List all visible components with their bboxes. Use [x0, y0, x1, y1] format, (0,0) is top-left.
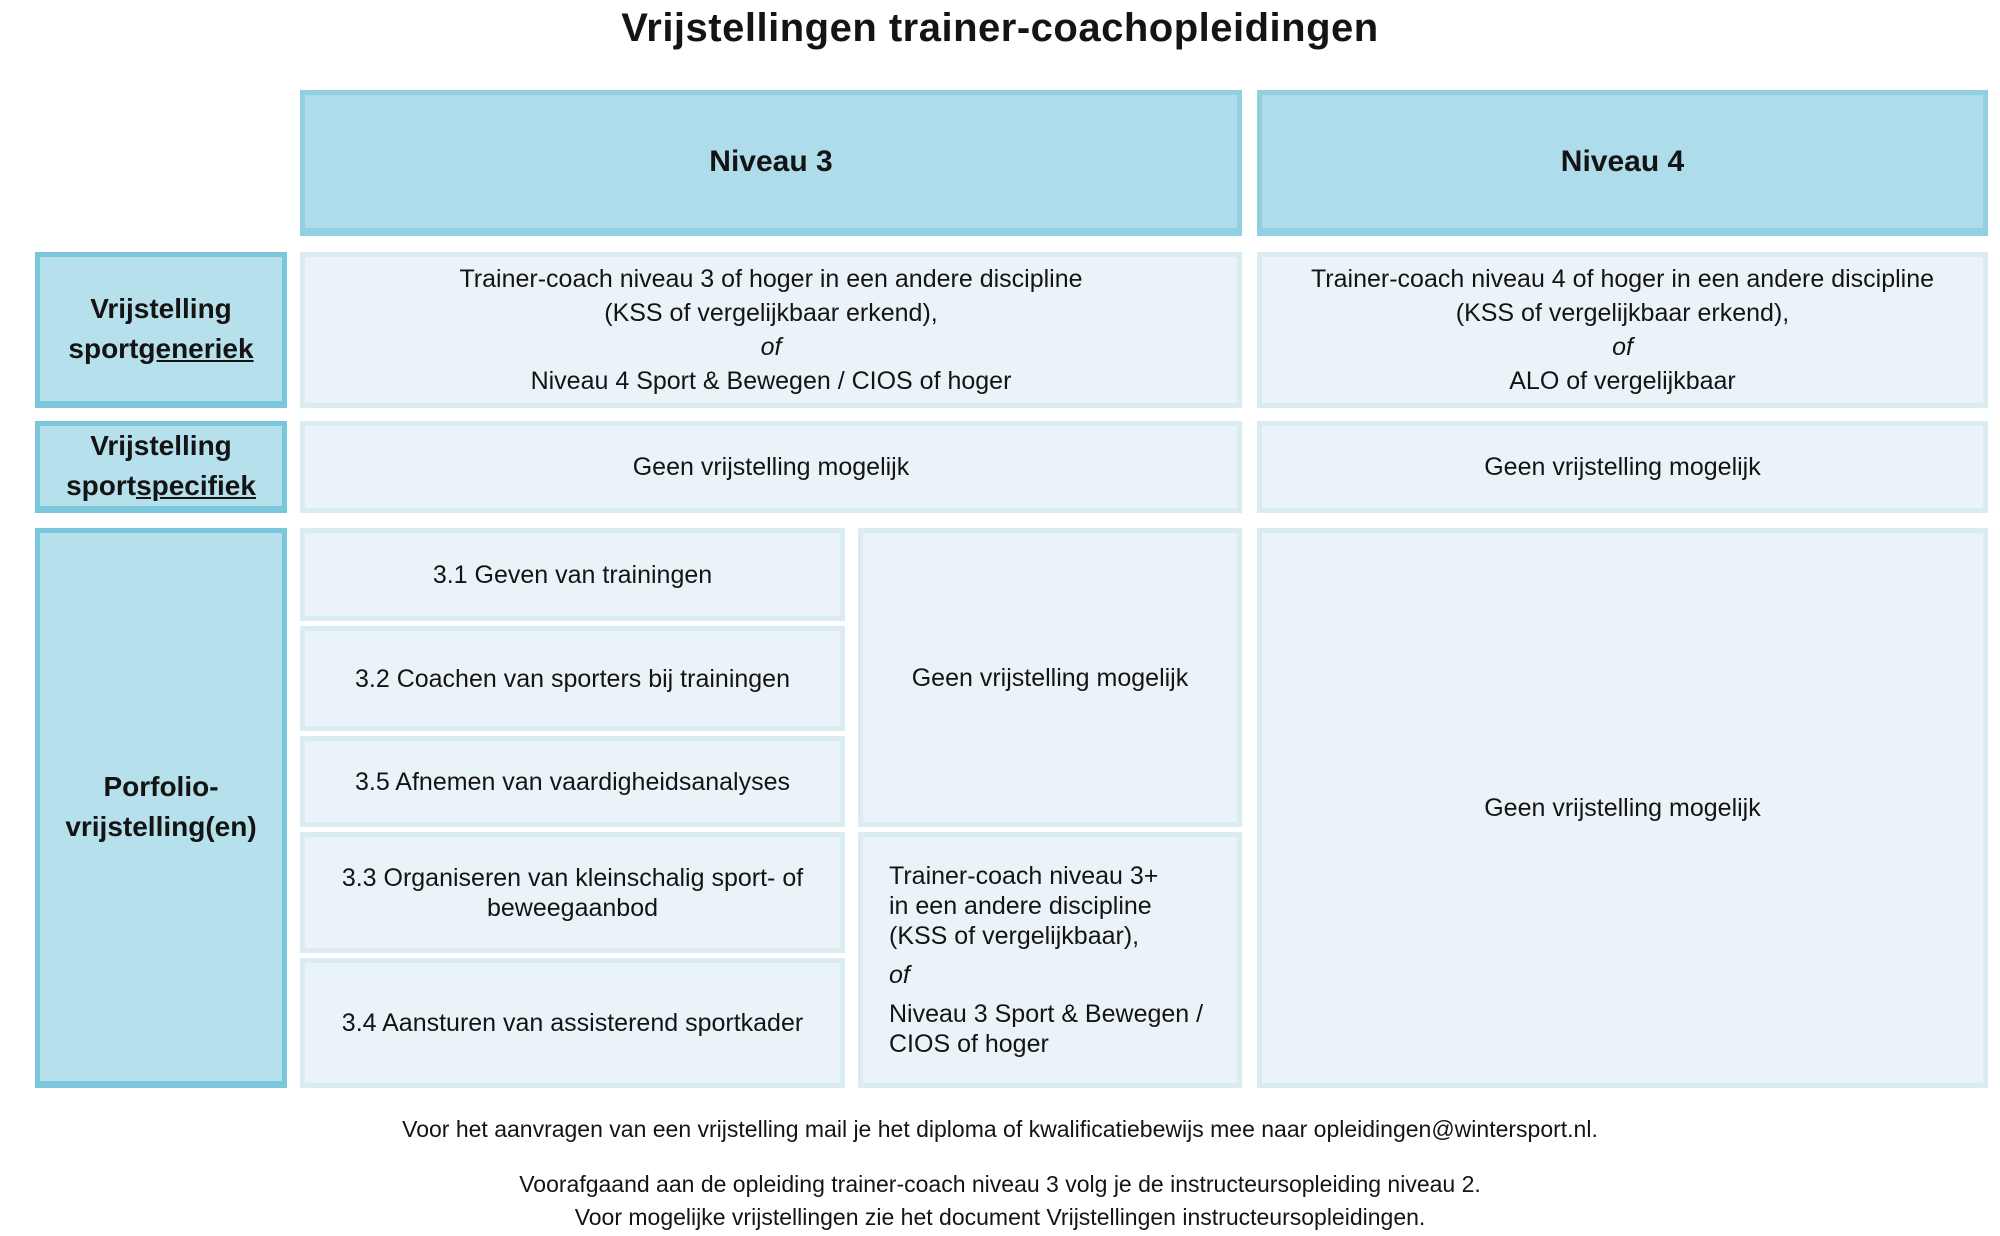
footer-note-email: Voor het aanvragen van een vrijstelling mail je het diploma of kwalificatiebewijs mee naar opleidingen@wintersport.nl.: [402, 1116, 1598, 1142]
column-header-niveau4: [1257, 90, 1988, 236]
footer-note-instructeurs: [0, 1168, 2000, 1234]
row-label-portfolio: [35, 528, 287, 1088]
cell-line: Trainer-coach niveau 3 of hoger in een andere discipline: [459, 265, 1083, 293]
cell-sportgeneriek-niveau3: [300, 252, 1242, 408]
cell-line: 3.2 Coachen van sporters bij trainingen: [355, 664, 790, 693]
cell-line: Geen vrijstelling mogelijk: [632, 453, 910, 481]
cell-line: 3.5 Afnemen van vaardigheidsanalyses: [354, 767, 790, 796]
row-label-sportgeneriek: [35, 252, 287, 408]
cell-line: (KSS of vergelijkbaar erkend),: [1455, 299, 1790, 327]
cell-sportgeneriek-niveau4: [1257, 252, 1988, 408]
portfolio-outcome-top: [858, 528, 1242, 827]
cell-sportspecifiek-niveau4: [1257, 421, 1988, 513]
cell-line: (KSS of vergelijkbaar erkend),: [604, 299, 938, 327]
cell-line: CIOS of hoger: [889, 1030, 1049, 1058]
row-label-sportgeneriek-line1: Vrijstelling: [90, 293, 232, 324]
cell-line: (KSS of vergelijkbaar),: [889, 922, 1140, 950]
portfolio-item-3-5: [300, 736, 845, 827]
cell-portfolio-niveau4: [1257, 528, 1988, 1088]
cell-sportspecifiek-niveau3: [300, 421, 1242, 513]
cell-line: 3.1 Geven van trainingen: [432, 560, 713, 589]
cell-line: Geen vrijstelling mogelijk: [1484, 794, 1761, 822]
column-header-niveau3-label: Niveau 3: [709, 144, 833, 178]
portfolio-item-3-4: [300, 958, 845, 1088]
cell-line: Trainer-coach niveau 4 of hoger in een andere discipline: [1310, 265, 1935, 293]
row-label-sportspecifiek-prefix: sport: [66, 470, 137, 501]
cell-line: 3.4 Aansturen van assisterend sportkader: [341, 1009, 804, 1037]
column-header-niveau3: [300, 90, 1242, 236]
row-label-sportspecifiek-line2: [66, 466, 256, 506]
row-label-sportspecifiek-line1: Vrijstelling: [90, 430, 232, 461]
portfolio-item-3-2: [300, 626, 845, 731]
row-label-portfolio-line2: vrijstelling(en): [65, 811, 257, 842]
row-label-sportgeneriek-line2: [68, 329, 253, 369]
cell-connector-of: of: [760, 333, 782, 361]
row-label-sportgeneriek-prefix: sport: [68, 333, 139, 364]
portfolio-item-3-1: [300, 528, 845, 621]
cell-line: Niveau 4 Sport & Bewegen / CIOS of hoger: [530, 367, 1012, 395]
column-header-niveau4-label: Niveau 4: [1560, 144, 1685, 178]
cell-line: in een andere discipline: [889, 892, 1152, 920]
cell-line: Geen vrijstelling mogelijk: [1484, 453, 1761, 481]
row-label-sportspecifiek-underlined: specifiek: [136, 470, 256, 501]
portfolio-outcome-bottom: [858, 832, 1242, 1088]
cell-connector-of: of: [889, 961, 910, 989]
cell-line: Trainer-coach niveau 3+: [889, 862, 1159, 890]
cell-line: Niveau 3 Sport & Bewegen /: [889, 1000, 1204, 1028]
row-label-sportgeneriek-underlined: generiek: [138, 333, 254, 364]
cell-connector-of: of: [1612, 333, 1633, 361]
cell-line: 3.3 Organiseren van kleinschalig sport- of beweegaanbod: [341, 863, 804, 922]
portfolio-item-3-3: [300, 832, 845, 953]
footer-note-line2: Voorafgaand aan de opleiding trainer-coach niveau 3 volg je de instructeursopleiding niveau 2.: [519, 1171, 1481, 1197]
cell-line: Geen vrijstelling mogelijk: [911, 663, 1189, 692]
footer-note-line3: Voor mogelijke vrijstellingen zie het document Vrijstellingen instructeursopleidingen.: [574, 1204, 1426, 1230]
row-label-portfolio-line1: Porfolio-: [103, 771, 219, 802]
page-title: Vrijstellingen trainer-coachopleidingen: [621, 6, 1379, 50]
cell-line: ALO of vergelijkbaar: [1509, 367, 1736, 395]
row-label-sportspecifiek: [35, 421, 287, 513]
